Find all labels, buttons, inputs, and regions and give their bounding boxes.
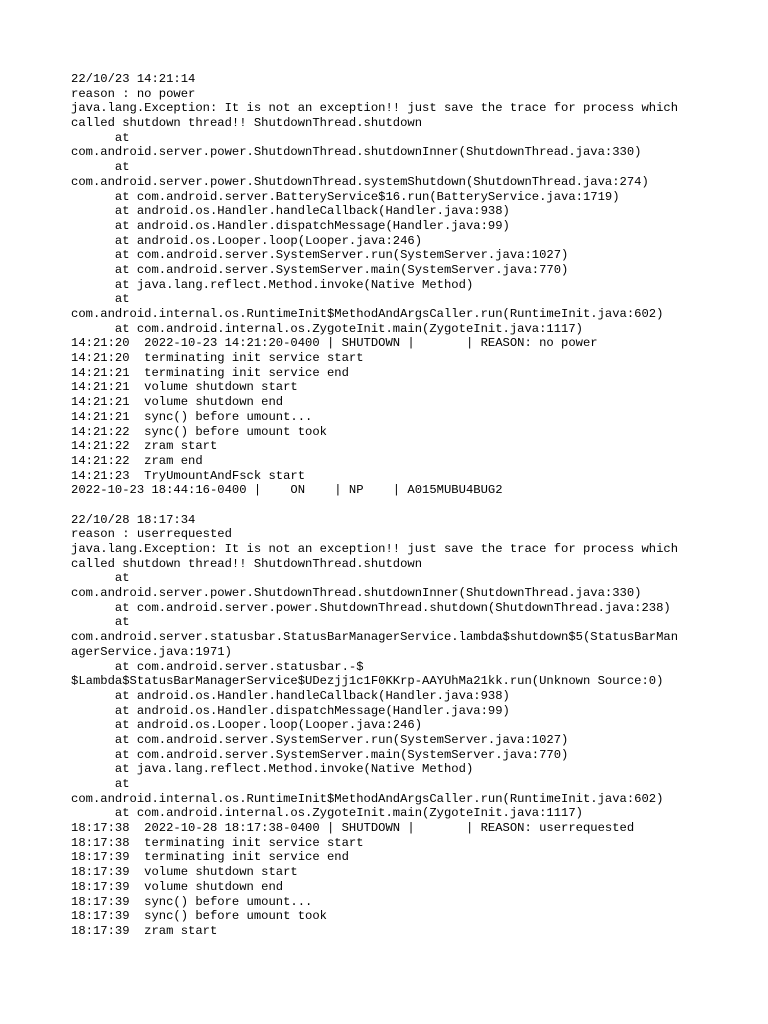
log-line: 14:21:22 zram start (71, 439, 218, 454)
log-line: at android.os.Handler.dispatchMessage(Handler.java:99) (71, 703, 510, 718)
log-line: at android.os.Looper.loop(Looper.java:246) (71, 233, 423, 248)
log-line: com.android.server.power.ShutdownThread.systemShutdown(ShutdownThread.java:274) (71, 174, 649, 189)
log-line: at com.android.server.BatteryService$16.run(BatteryService.java:1719) (71, 189, 620, 204)
log-line: 2022-10-23 18:44:16-0400 | ON | NP | A015MUBU4BUG2 (71, 483, 503, 498)
log-line: 14:21:20 terminating init service start (71, 351, 364, 366)
log-line: at com.android.server.SystemServer.main(SystemServer.java:770) (71, 747, 569, 762)
log-line: java.lang.Exception: It is not an exception!! just save the trace for process which (71, 101, 679, 116)
log-line: com.android.internal.os.RuntimeInit$MethodAndArgsCaller.run(RuntimeInit.java:602) (71, 791, 664, 806)
log-line: 14:21:22 sync() before umount took (71, 424, 327, 439)
log-line: at com.android.server.statusbar.-$ (71, 659, 364, 674)
log-line: 18:17:39 volume shutdown start (71, 865, 298, 880)
log-line: called shutdown thread!! ShutdownThread.shutdown (71, 116, 423, 131)
log-line: 14:21:20 2022-10-23 14:21:20-0400 | SHUTDOWN | | REASON: no power (71, 336, 598, 351)
log-line: at com.android.internal.os.ZygoteInit.main(ZygoteInit.java:1117) (71, 806, 583, 821)
log-line: 14:21:21 sync() before umount... (71, 409, 313, 424)
log-line: 18:17:39 terminating init service end (71, 850, 349, 865)
log-entry-1 (71, 72, 761, 498)
log-line: at com.android.server.SystemServer.run(SystemServer.java:1027) (71, 248, 569, 263)
log-document (71, 72, 761, 939)
log-line: at java.lang.reflect.Method.invoke(Native Method) (71, 762, 474, 777)
log-line: at android.os.Looper.loop(Looper.java:246) (71, 718, 423, 733)
log-line: 14:21:22 zram end (71, 453, 203, 468)
log-line: 18:17:39 sync() before umount... (71, 894, 313, 909)
log-line: at android.os.Handler.handleCallback(Handler.java:938) (71, 688, 510, 703)
log-line: $Lambda$StatusBarManagerService$UDezjj1c1F0KKrp-AAYUhMa21kk.run(Unknown Source:0) (71, 674, 664, 689)
log-line: com.android.server.power.ShutdownThread.shutdownInner(ShutdownThread.java:330) (71, 586, 642, 601)
log-line: reason : no power (71, 86, 196, 101)
entry-separator (71, 498, 761, 513)
log-line: at com.android.server.SystemServer.run(SystemServer.java:1027) (71, 732, 569, 747)
log-line: 22/10/28 18:17:34 (71, 512, 196, 527)
log-line: 18:17:39 zram start (71, 923, 218, 938)
log-line: 18:17:39 volume shutdown end (71, 879, 284, 894)
log-line: com.android.server.power.ShutdownThread.shutdownInner(ShutdownThread.java:330) (71, 145, 642, 160)
log-line: at (71, 615, 130, 630)
log-line: com.android.server.statusbar.StatusBarManagerService.lambda$shutdown$5(StatusBarMan (71, 630, 679, 645)
log-line: at (71, 160, 130, 175)
log-line: at com.android.server.power.ShutdownThread.shutdown(ShutdownThread.java:238) (71, 600, 671, 615)
log-entry-2 (71, 513, 761, 939)
log-line: at com.android.server.SystemServer.main(SystemServer.java:770) (71, 262, 569, 277)
log-line: 14:21:21 volume shutdown start (71, 380, 298, 395)
log-line: 22/10/23 14:21:14 (71, 72, 196, 86)
log-line: com.android.internal.os.RuntimeInit$MethodAndArgsCaller.run(RuntimeInit.java:602) (71, 307, 664, 321)
log-line: 18:17:39 sync() before umount took (71, 909, 327, 924)
log-line: at (71, 130, 130, 145)
log-line: at java.lang.reflect.Method.invoke(Native Method) (71, 277, 474, 292)
log-line: 14:21:21 terminating init service end (71, 365, 349, 380)
log-line: at (71, 777, 130, 791)
log-line: agerService.java:1971) (71, 644, 232, 659)
log-line: reason : userrequested (71, 527, 232, 542)
log-line: called shutdown thread!! ShutdownThread.shutdown (71, 556, 423, 571)
log-line: at (71, 292, 130, 307)
log-line: at android.os.Handler.dispatchMessage(Handler.java:99) (71, 218, 510, 233)
log-line: java.lang.Exception: It is not an exception!! just save the trace for process which (71, 542, 679, 556)
log-line: 14:21:23 TryUmountAndFsck start (71, 468, 306, 483)
log-line: at (71, 571, 130, 586)
log-line: at com.android.internal.os.ZygoteInit.main(ZygoteInit.java:1117) (71, 321, 583, 336)
log-line: 14:21:21 volume shutdown end (71, 395, 284, 410)
log-line: 18:17:38 2022-10-28 18:17:38-0400 | SHUTDOWN | | REASON: userrequested (71, 821, 635, 836)
log-line: at android.os.Handler.handleCallback(Handler.java:938) (71, 204, 510, 219)
log-line: 18:17:38 terminating init service start (71, 835, 364, 850)
